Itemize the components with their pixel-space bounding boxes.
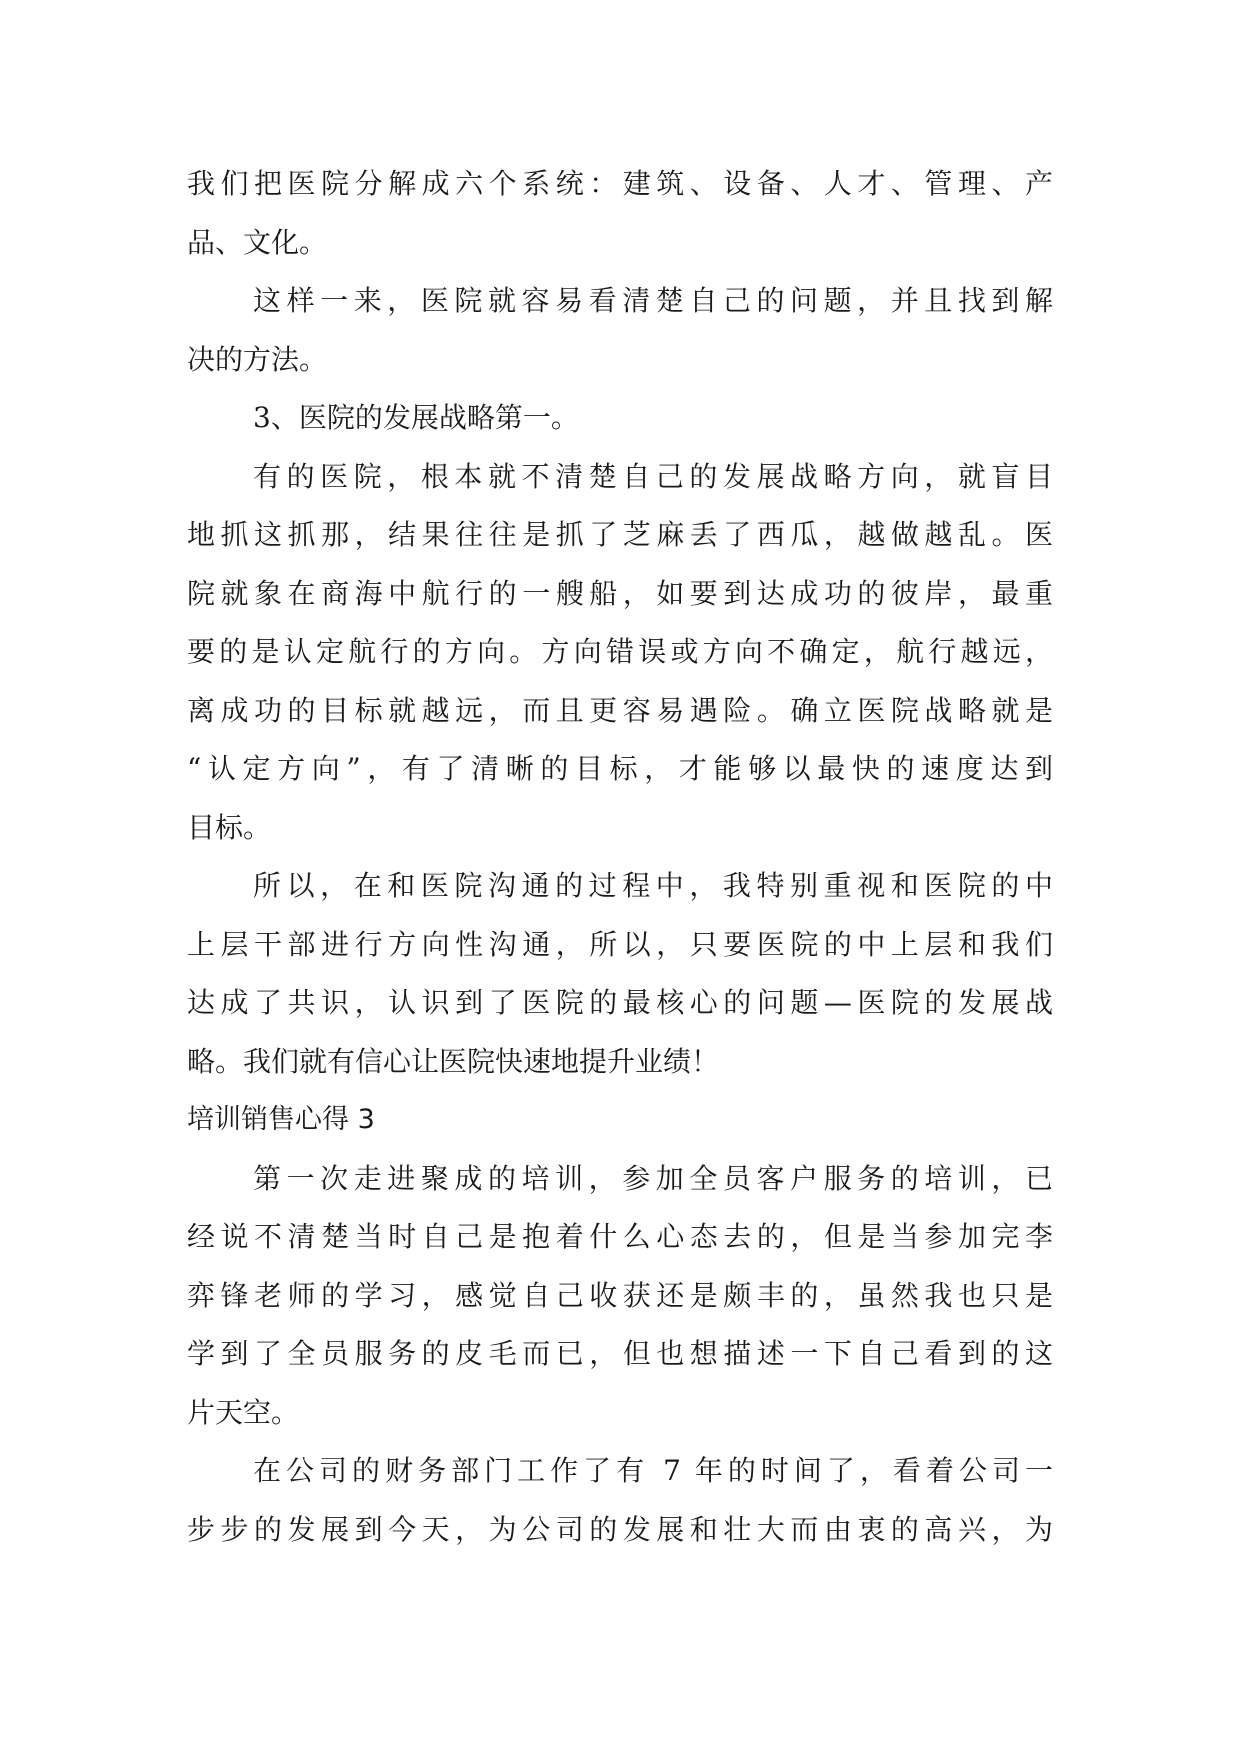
section-heading: 培训销售心得 3 xyxy=(187,1104,375,1135)
text-line: 目标。 xyxy=(187,810,272,844)
text-line: 经说不清楚当时自己是抱着什么心态去的，但是当参加完李 xyxy=(187,1220,1053,1253)
text-line: 有的医院，根本就不清楚自己的发展战略方向，就盲目 xyxy=(253,459,1053,493)
section-subheading: 3、医院的发展战略第一。 xyxy=(253,401,579,434)
text-line: 第一次走进聚成的培训，参加全员客户服务的培训，已 xyxy=(253,1161,1053,1195)
text-line: 学到了全员服务的皮毛而已，但也想描述一下自己看到的这 xyxy=(187,1337,1053,1370)
text-line: 弈锋老师的学习，感觉自己收获还是颇丰的，虽然我也只是 xyxy=(187,1278,1053,1312)
text-line: 达成了共识，认识到了医院的最核心的问题—医院的发展战 xyxy=(187,986,1053,1019)
text-line: 所以，在和医院沟通的过程中，我特别重视和医院的中 xyxy=(253,869,1053,902)
text-line: 这样一来，医院就容易看清楚自己的问题，并且找到解 xyxy=(253,284,1053,317)
text-line: 我们把医院分解成六个系统：建筑、设备、人才、管理、产 xyxy=(187,167,1053,200)
document-body xyxy=(187,155,1053,1559)
text-line: 决的方法。 xyxy=(187,342,328,376)
text-line: 略。我们就有信心让医院快速地提升业绩！ xyxy=(187,1044,720,1078)
text-line: 品、文化。 xyxy=(187,225,328,259)
text-line: 步步的发展到今天，为公司的发展和壮大而由衷的高兴，为 xyxy=(187,1512,1053,1546)
text-line: 地抓这抓那，结果往往是抓了芝麻丢了西瓜，越做越乱。医 xyxy=(187,518,1053,551)
text-line: 上层干部进行方向性沟通，所以，只要医院的中上层和我们 xyxy=(187,927,1053,961)
text-line: 片天空。 xyxy=(187,1395,300,1429)
text-line: 要的是认定航行的方向。方向错误或方向不确定，航行越远， xyxy=(187,635,1053,668)
text-line: 院就象在商海中航行的一艘船，如要到达成功的彼岸，最重 xyxy=(187,576,1053,610)
text-line: “认定方向”，有了清晰的目标，才能够以最快的速度达到 xyxy=(187,752,1053,785)
text-line: 在公司的财务部门工作了有 7 年的时间了，看着公司一 xyxy=(253,1454,1053,1487)
text-line: 离成功的目标就越远，而且更容易遇险。确立医院战略就是 xyxy=(187,693,1053,727)
